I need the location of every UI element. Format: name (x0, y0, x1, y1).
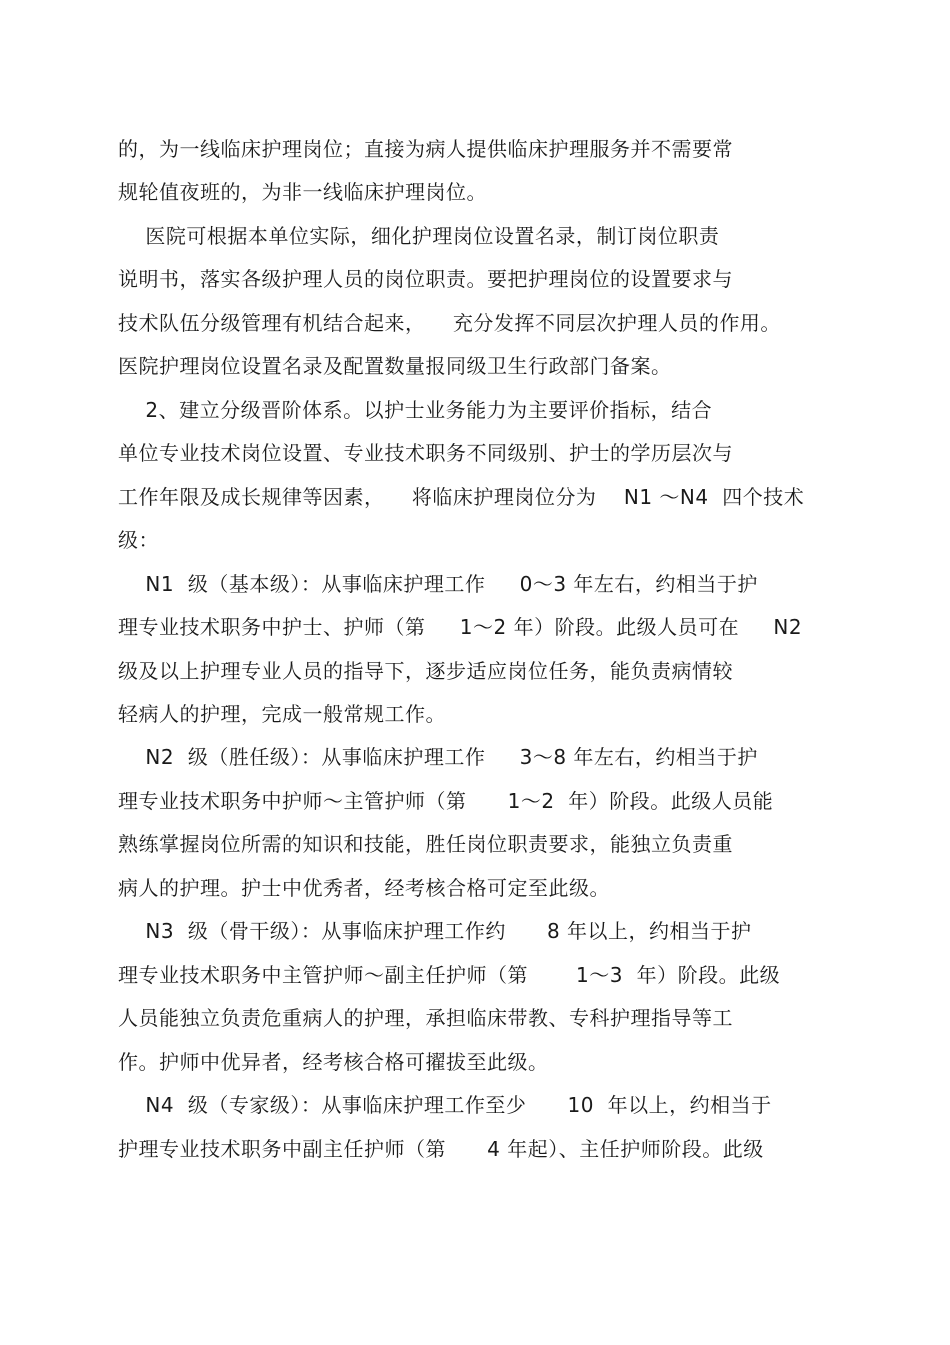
text-line: 轻病人的护理，完成一般常规工作。 (118, 702, 446, 726)
text-line: 理专业技术职务中主管护师～副主任护师（第 1～3 年）阶段。此级 (118, 963, 781, 987)
text-line: 理专业技术职务中护士、护师（第 1～2 年）阶段。此级人员可在 N2 (118, 615, 803, 639)
text-line: 人员能独立负责危重病人的护理，承担临床带教、专科护理指导等工 (118, 1006, 733, 1030)
text-line: 级： (118, 528, 159, 552)
text-line: 医院可根据本单位实际，细化护理岗位设置名录，制订岗位职责 (118, 224, 720, 248)
text-line: N2 级（胜任级）：从事临床护理工作 3～8 年左右，约相当于护 (118, 745, 758, 769)
text-line: 单位专业技术岗位设置、专业技术职务不同级别、护士的学历层次与 (118, 441, 733, 465)
text-line: 技术队伍分级管理有机结合起来， 充分发挥不同层次护理人员的作用。 (118, 311, 781, 335)
text-line: 医院护理岗位设置名录及配置数量报同级卫生行政部门备案。 (118, 354, 672, 378)
text-line: 工作年限及成长规律等因素， 将临床护理岗位分为 N1 ～N4 四个技术 (118, 485, 805, 509)
text-line: 护理专业技术职务中副主任护师（第 4 年起）、主任护师阶段。此级 (118, 1137, 764, 1161)
text-line: 2、建立分级晋阶体系。以护士业务能力为主要评价指标，结合 (118, 398, 713, 422)
text-line: 规轮值夜班的，为非一线临床护理岗位。 (118, 180, 487, 204)
text-line: 说明书，落实各级护理人员的岗位职责。要把护理岗位的设置要求与 (118, 267, 733, 291)
text-line: 级及以上护理专业人员的指导下，逐步适应岗位任务，能负责病情较 (118, 659, 733, 683)
text-line: 的，为一线临床护理岗位；直接为病人提供临床护理服务并不需要常 (118, 137, 733, 161)
text-line: N3 级（骨干级）：从事临床护理工作约 8 年以上，约相当于护 (118, 919, 752, 943)
text-line: 作。护师中优异者，经考核合格可擢拔至此级。 (118, 1050, 549, 1074)
text-line: 熟练掌握岗位所需的知识和技能，胜任岗位职责要求，能独立负责重 (118, 832, 733, 856)
text-line: N4 级（专家级）：从事临床护理工作至少 10 年以上，约相当于 (118, 1093, 772, 1117)
text-line: 病人的护理。护士中优秀者，经考核合格可定至此级。 (118, 876, 610, 900)
text-line: N1 级（基本级）：从事临床护理工作 0～3 年左右，约相当于护 (118, 572, 758, 596)
text-line: 理专业技术职务中护师～主管护师（第 1～2 年）阶段。此级人员能 (118, 789, 774, 813)
